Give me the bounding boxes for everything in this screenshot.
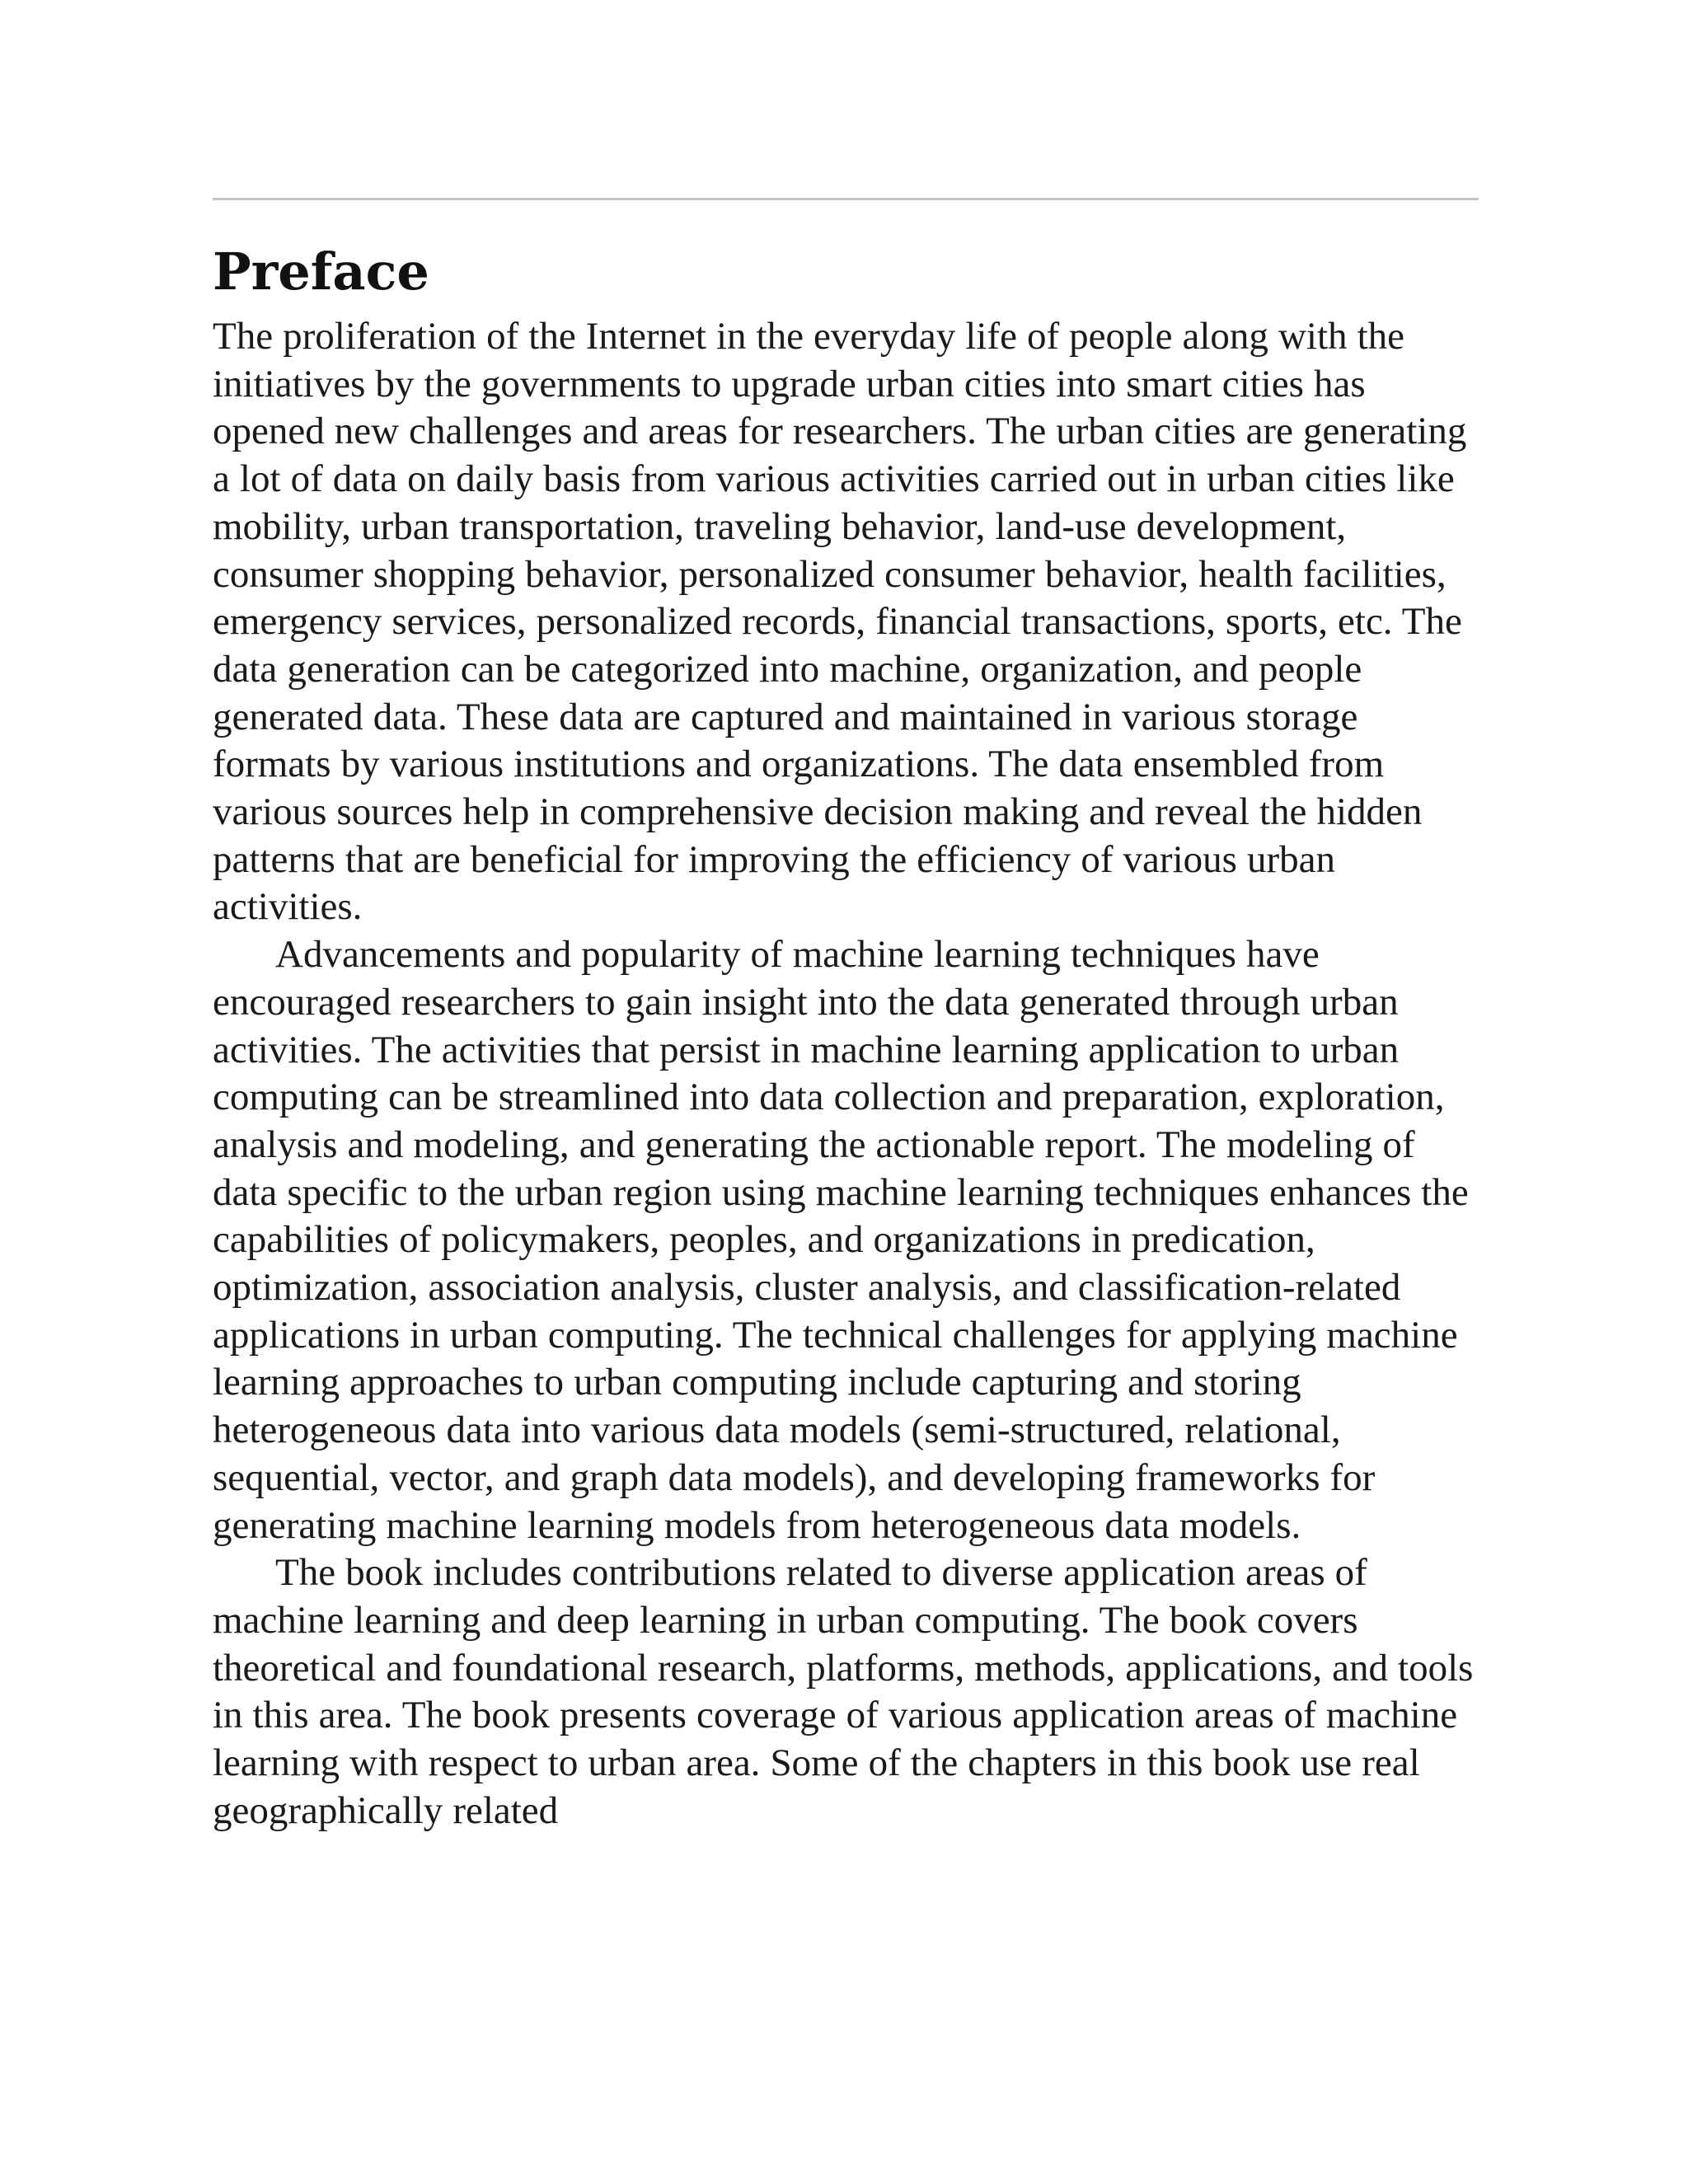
- preface-body: [213, 313, 1479, 1835]
- paragraph-3: The book includes contributions related to diverse application areas of machine learning and deep learning in urban computing. The book covers theoretical and foundational research, platforms, methods, applications, and tools in this area. The book presents coverage of various application areas of machine learning with respect to urban area. Some of the chapters in this book use real geographically related: [213, 1551, 1474, 1832]
- paragraph-1: The proliferation of the Internet in the everyday life of people along with the initiatives by the governments to upgrade urban cities into smart cities has opened new challenges and areas for researchers. The urban cities are generating a lot of data on daily basis from various activities carried out in urban cities like mobility, urban transportation, traveling behavior, land-use development, consumer shopping behavior, personalized consumer behavior, health facilities, emergency services, personalized records, financial transactions, sports, etc. The data generation can be categorized into machine, organization, and people generated data. These data are captured and maintained in various storage formats by various institutions and organizations. The data ensembled from various sources help in comprehensive decision making and reveal the hidden patterns that are beneficial for improving the efficiency of various urban activities.: [213, 315, 1467, 929]
- header-divider: [213, 198, 1479, 200]
- document-page: [213, 0, 1479, 2184]
- page-title: Preface: [213, 241, 429, 302]
- paragraph-2: Advancements and popularity of machine learning techniques have encouraged researchers to gain insight into the data generated through urban activities. The activities that persist in machine learning application to urban computing can be streamlined into data collection and preparation, exploration, analysis and modeling, and generating the actionable report. The modeling of data specific to the urban region using machine learning techniques enhances the capabilities of policymakers, peoples, and organizations in predication, optimization, association analysis, cluster analysis, and classification-related applications in urban computing. The technical challenges for applying machine learning approaches to urban computing include capturing and storing heterogeneous data into various data models (semi-structured, relational, sequential, vector, and graph data models), and developing frameworks for generating machine learning models from heterogeneous data models.: [213, 933, 1469, 1547]
